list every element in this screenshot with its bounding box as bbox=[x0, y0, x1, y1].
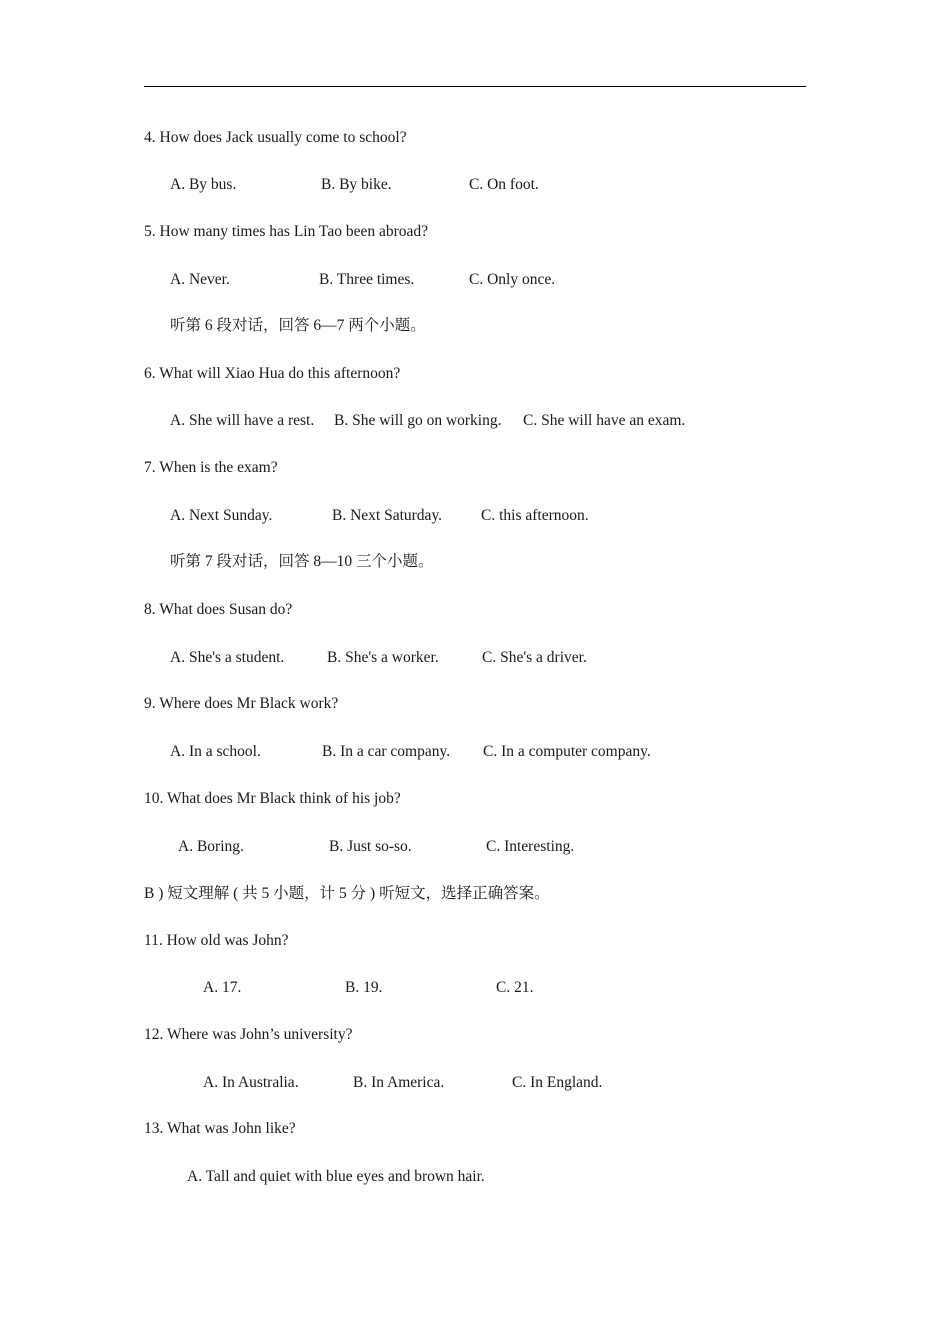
q9-option-a: A. In a school. bbox=[170, 743, 261, 760]
q6-option-c: C. She will have an exam. bbox=[523, 412, 686, 429]
q5-option-a: A. Never. bbox=[170, 271, 230, 288]
q5-option-b: B. Three times. bbox=[319, 271, 415, 288]
q9-stem: 9. Where does Mr Black work? bbox=[144, 695, 339, 712]
q10-option-b: B. Just so-so. bbox=[329, 838, 412, 855]
q7-option-b: B. Next Saturday. bbox=[332, 507, 443, 524]
q12-option-a: A. In Australia. bbox=[203, 1074, 299, 1091]
q13-option-a: A. Tall and quiet with blue eyes and brown hair. bbox=[187, 1168, 485, 1185]
q6-option-a: A. She will have a rest. bbox=[170, 412, 315, 429]
q7-stem: 7. When is the exam? bbox=[144, 459, 278, 476]
q5-stem: 5. How many times has Lin Tao been abroad? bbox=[144, 223, 429, 240]
q12-option-b: B. In America. bbox=[353, 1074, 445, 1091]
q12-option-c: C. In England. bbox=[512, 1074, 603, 1091]
q8-option-b: B. She's a worker. bbox=[327, 649, 439, 666]
q9-option-c: C. In a computer company. bbox=[483, 743, 651, 760]
q4-option-a: A. By bus. bbox=[170, 176, 237, 193]
q10-option-a: A. Boring. bbox=[178, 838, 244, 855]
q7-option-a: A. Next Sunday. bbox=[170, 507, 273, 524]
section-b-heading: B ) 短文理解 ( 共 5 小题，计 5 分 ) 听短文，选择正确答案。 bbox=[144, 885, 550, 902]
header-rule bbox=[144, 86, 806, 87]
q8-option-a: A. She's a student. bbox=[170, 649, 285, 666]
q9-option-b: B. In a car company. bbox=[322, 743, 451, 760]
q6-stem: 6. What will Xiao Hua do this afternoon? bbox=[144, 365, 401, 382]
q4-option-c: C. On foot. bbox=[469, 176, 539, 193]
q8-option-c: C. She's a driver. bbox=[482, 649, 587, 666]
q6-option-b: B. She will go on working. bbox=[334, 412, 502, 429]
instruction-dialog-7: 听第 7 段对话，回答 8—10 三个小题。 bbox=[170, 553, 434, 570]
q11-option-c: C. 21. bbox=[496, 979, 534, 996]
q10-option-c: C. Interesting. bbox=[486, 838, 575, 855]
q8-stem: 8. What does Susan do? bbox=[144, 601, 293, 618]
instruction-dialog-6: 听第 6 段对话，回答 6—7 两个小题。 bbox=[170, 317, 426, 334]
q4-option-b: B. By bike. bbox=[321, 176, 392, 193]
q5-option-c: C. Only once. bbox=[469, 271, 556, 288]
q10-stem: 10. What does Mr Black think of his job? bbox=[144, 790, 401, 807]
q7-option-c: C. this afternoon. bbox=[481, 507, 589, 524]
q12-stem: 12. Where was John’s university? bbox=[144, 1026, 353, 1043]
q13-stem: 13. What was John like? bbox=[144, 1120, 296, 1137]
q4-stem: 4. How does Jack usually come to school? bbox=[144, 129, 407, 146]
q11-stem: 11. How old was John? bbox=[144, 932, 289, 949]
q11-option-b: B. 19. bbox=[345, 979, 383, 996]
q11-option-a: A. 17. bbox=[203, 979, 242, 996]
